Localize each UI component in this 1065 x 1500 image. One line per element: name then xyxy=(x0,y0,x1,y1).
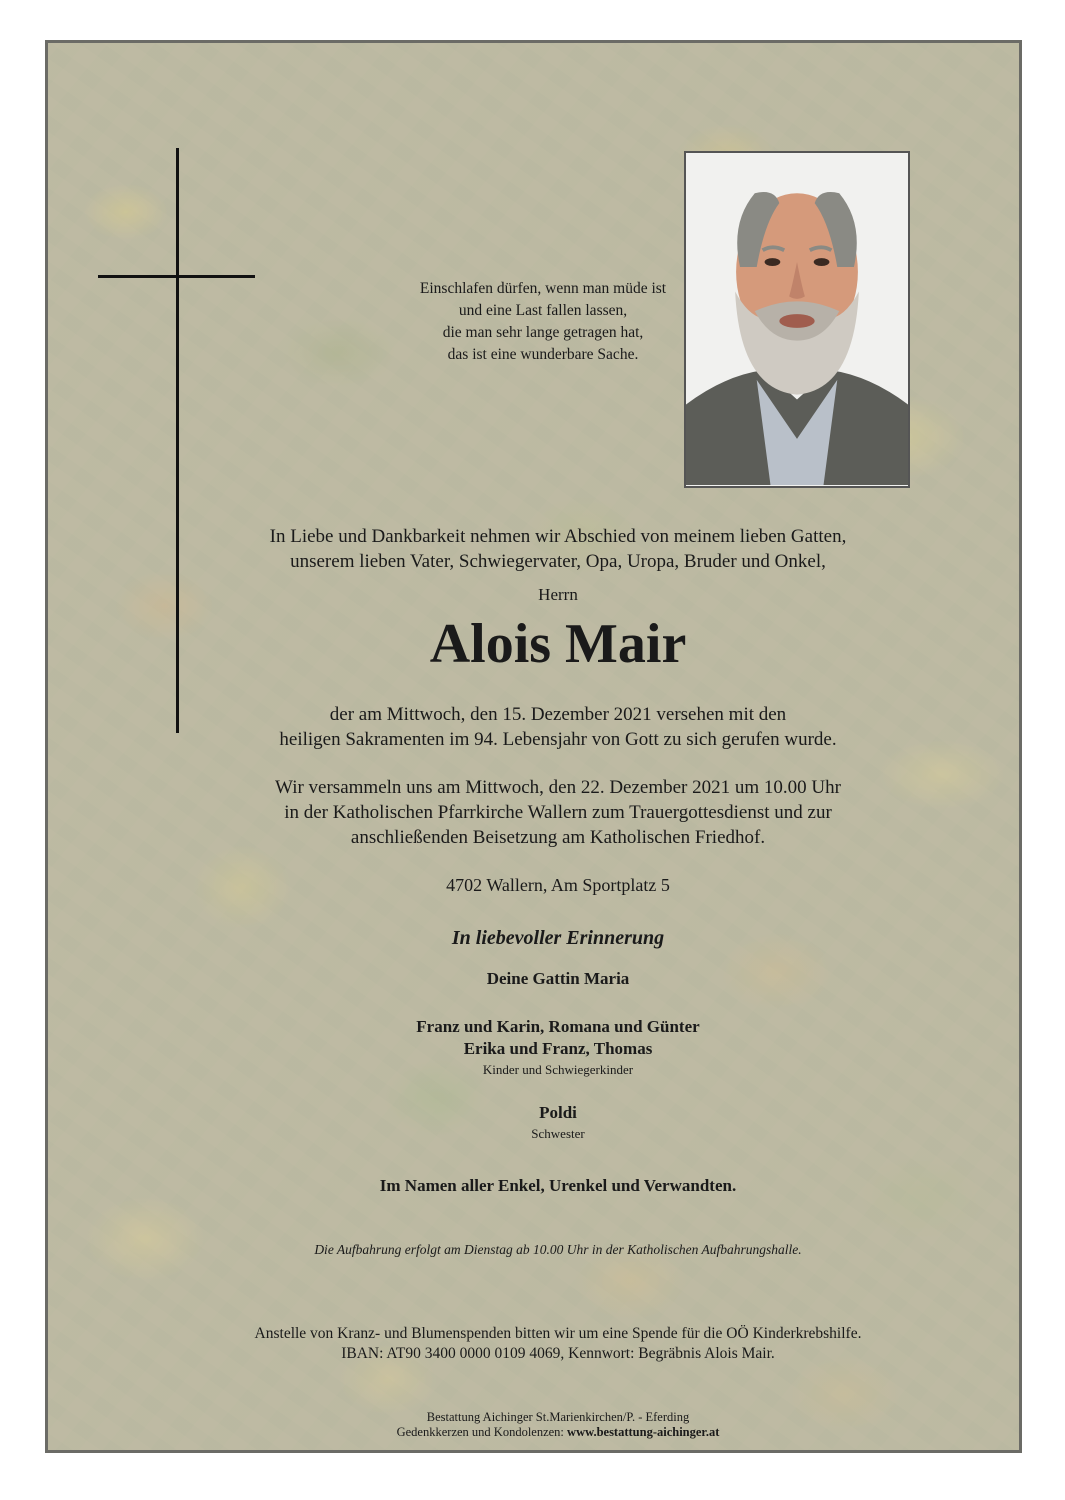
mourner-sister: Poldi xyxy=(539,1103,577,1122)
obituary-card xyxy=(45,40,1022,1453)
address: 4702 Wallern, Am Sportplatz 5 xyxy=(446,875,670,895)
salutation: Herrn xyxy=(538,585,578,604)
viewing-note: Die Aufbahrung erfolgt am Dienstag ab 10.00 Uhr in der Katholischen Aufbahrungshalle. xyxy=(314,1242,802,1257)
children-line: Erika und Franz, Thomas xyxy=(463,1039,653,1058)
condolence-label: Gedenkkerzen und Kondolenzen: xyxy=(396,1425,564,1439)
footer xyxy=(148,1410,968,1440)
sister-role: Schwester xyxy=(531,1126,585,1141)
cross-icon-bar xyxy=(98,275,255,278)
poem-line: das ist eine wunderbare Sache. xyxy=(447,346,639,363)
service-line: anschließenden Beisetzung am Katholischen Friedhof. xyxy=(350,827,766,848)
mourner-relatives: Im Namen aller Enkel, Urenkel und Verwandten. xyxy=(379,1176,737,1195)
poem-line: und eine Last fallen lassen, xyxy=(458,302,628,319)
donation-line: IBAN: AT90 3400 0000 0109 4069, Kennwort: Begräbnis Alois Mair. xyxy=(341,1345,775,1362)
poem-line: Einschlafen dürfen, wenn man müde ist xyxy=(419,280,667,297)
farewell-intro xyxy=(188,524,928,574)
donation-request xyxy=(148,1324,968,1364)
poem-line: die man sehr lange getragen hat, xyxy=(442,324,644,341)
deceased-name: Alois Mair xyxy=(429,613,687,675)
death-notice xyxy=(188,702,928,752)
intro-line: In Liebe und Dankbarkeit nehmen wir Abschied von meinem lieben Gatten, xyxy=(269,526,847,547)
condolence-line xyxy=(148,1425,968,1440)
mourner-children xyxy=(188,1016,928,1060)
service-line: in der Katholischen Pfarrkirche Wallern zum Trauergottesdienst und zur xyxy=(284,802,832,823)
remembrance-heading: In liebevoller Erinnerung xyxy=(451,927,665,949)
mourner-wife: Deine Gattin Maria xyxy=(486,969,630,988)
funeral-service-info xyxy=(188,775,928,850)
death-line: der am Mittwoch, den 15. Dezember 2021 versehen mit den xyxy=(329,704,787,725)
intro-line: unserem lieben Vater, Schwiegervater, Opa, Uropa, Bruder und Onkel, xyxy=(290,551,826,572)
children-line: Franz und Karin, Romana und Günter xyxy=(416,1017,700,1036)
poem-quote xyxy=(303,278,783,366)
donation-line: Anstelle von Kranz- und Blumenspenden bitten wir um eine Spende für die OÖ Kinderkrebshilfe. xyxy=(254,1325,862,1342)
children-role: Kinder und Schwiegerkinder xyxy=(482,1062,634,1077)
service-line: Wir versammeln uns am Mittwoch, den 22. Dezember 2021 um 10.00 Uhr xyxy=(275,777,841,798)
death-line: heiligen Sakramenten im 94. Lebensjahr von Gott zu sich gerufen wurde. xyxy=(279,729,837,750)
funeral-home: Bestattung Aichinger St.Marienkirchen/P. - Eferding xyxy=(426,1410,690,1424)
website-link[interactable]: www.bestattung-aichinger.at xyxy=(567,1425,720,1439)
cross-icon xyxy=(176,148,179,733)
